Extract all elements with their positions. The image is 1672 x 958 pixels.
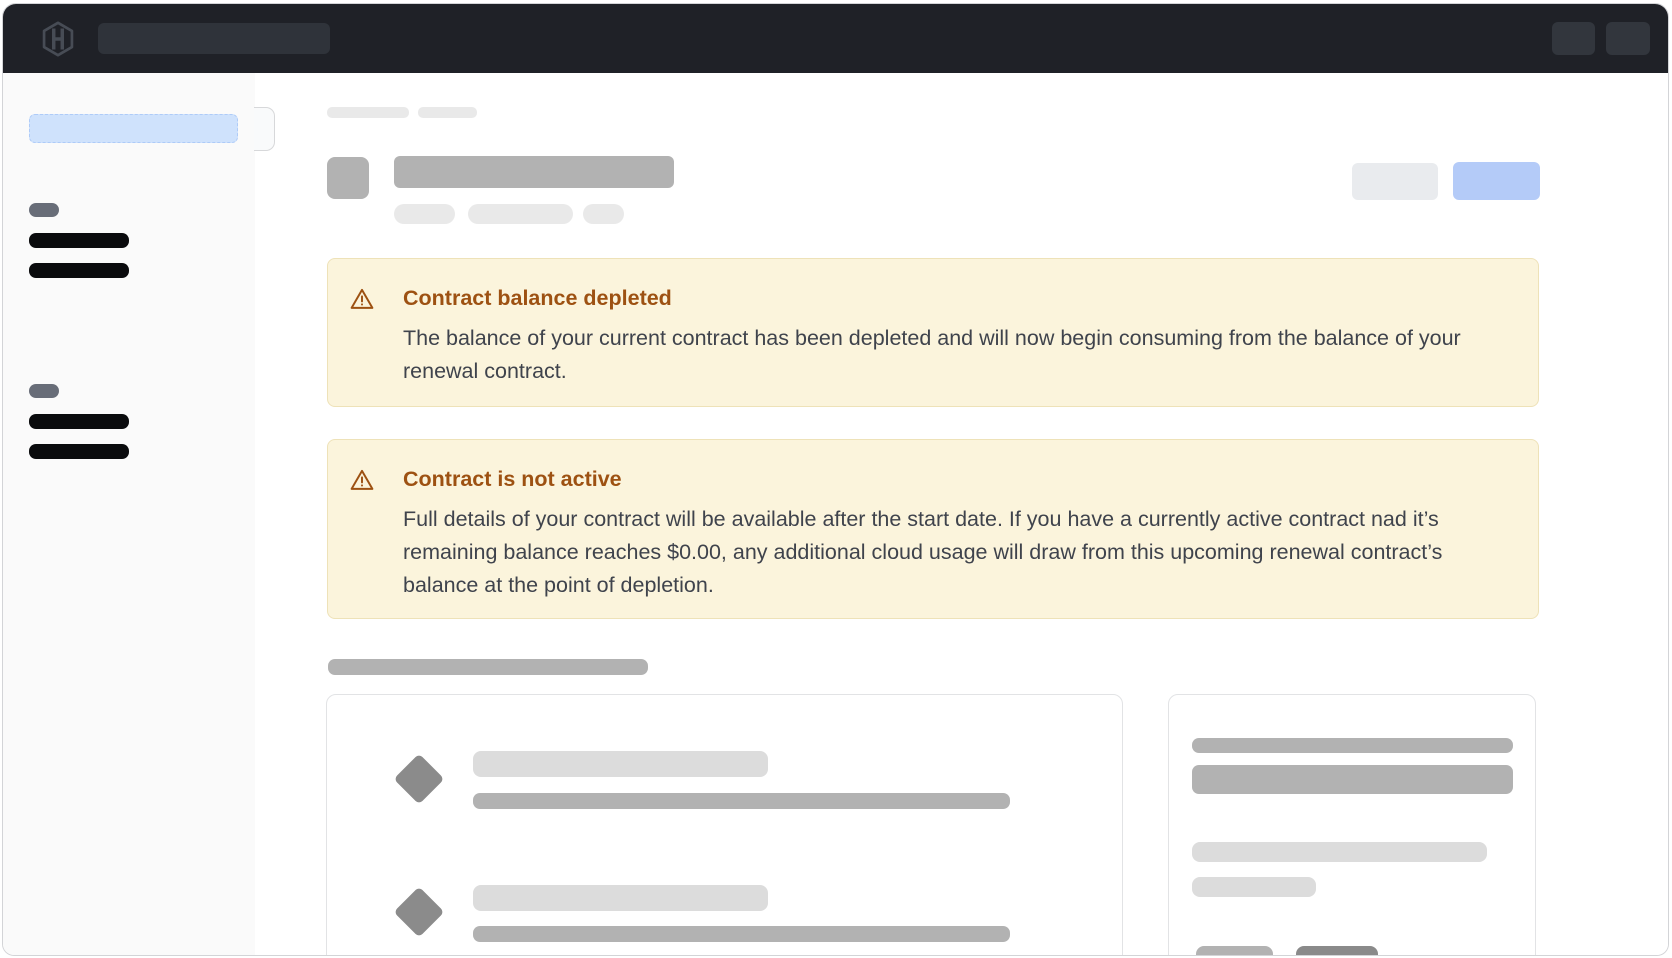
diamond-icon [394,754,444,805]
breadcrumb-item[interactable] [327,107,409,118]
hashicorp-logo-icon [39,20,77,58]
header-badge-skeleton [394,204,455,224]
list-item-text-skeleton [473,926,1010,942]
sidebar-nav-item[interactable] [29,414,129,429]
card-secondary-button-skeleton[interactable] [1196,946,1273,955]
sidebar-nav-item[interactable] [29,263,129,278]
sidebar-nav-item[interactable] [29,233,129,248]
alert-contract-not-active [327,439,1539,619]
header-badge-skeleton [583,204,624,224]
alert-content [403,285,1505,406]
secondary-action-button[interactable] [1352,163,1438,200]
header-badge-skeleton [468,204,573,224]
list-item-title-skeleton [473,751,768,777]
top-navigation-bar [3,4,1668,73]
alert-content [403,466,1505,618]
diamond-icon [394,887,444,938]
breadcrumb-item[interactable] [418,107,477,118]
card-primary-button-skeleton[interactable] [1296,946,1378,955]
primary-action-button[interactable] [1453,162,1540,200]
warning-triangle-icon [349,286,375,312]
list-card-skeleton [326,694,1123,955]
summary-line-skeleton [1192,877,1316,897]
alert-title: Contract balance depleted [403,286,672,310]
page-title-skeleton [394,156,674,188]
warning-triangle-icon [349,467,375,493]
alert-contract-balance-depleted [327,258,1539,407]
app-window [2,3,1669,956]
summary-line-skeleton [1192,738,1513,753]
sidebar-item-active[interactable] [29,114,238,143]
list-item-text-skeleton [473,793,1010,809]
summary-line-skeleton [1192,765,1513,794]
main-content [255,73,1668,955]
alert-body: The balance of your current contract has been depleted and will now begin consuming from the balance of your renewal contract. [403,326,1461,383]
topbar-action-button-1[interactable] [1552,22,1595,55]
global-search-input[interactable] [98,23,330,54]
section-heading-skeleton [328,659,648,675]
alert-title: Contract is not active [403,467,622,491]
topbar-actions [1552,22,1650,55]
topbar-action-button-2[interactable] [1606,22,1650,55]
sidebar [3,73,256,955]
list-item-title-skeleton [473,885,768,911]
page-icon-skeleton [327,157,369,199]
sidebar-collapse-handle[interactable] [254,107,275,151]
sidebar-nav-item[interactable] [29,444,129,459]
sidebar-group-label [29,384,59,398]
alert-body: Full details of your contract will be available after the start date. If you have a currently active contract nad it’s remaining balance reaches $0.00, any additional cloud usage will draw from this upcoming renewal contract’s balance at the point of depletion. [403,507,1443,597]
summary-line-skeleton [1192,842,1487,862]
sidebar-group-label [29,203,59,217]
summary-card-skeleton [1168,694,1536,955]
